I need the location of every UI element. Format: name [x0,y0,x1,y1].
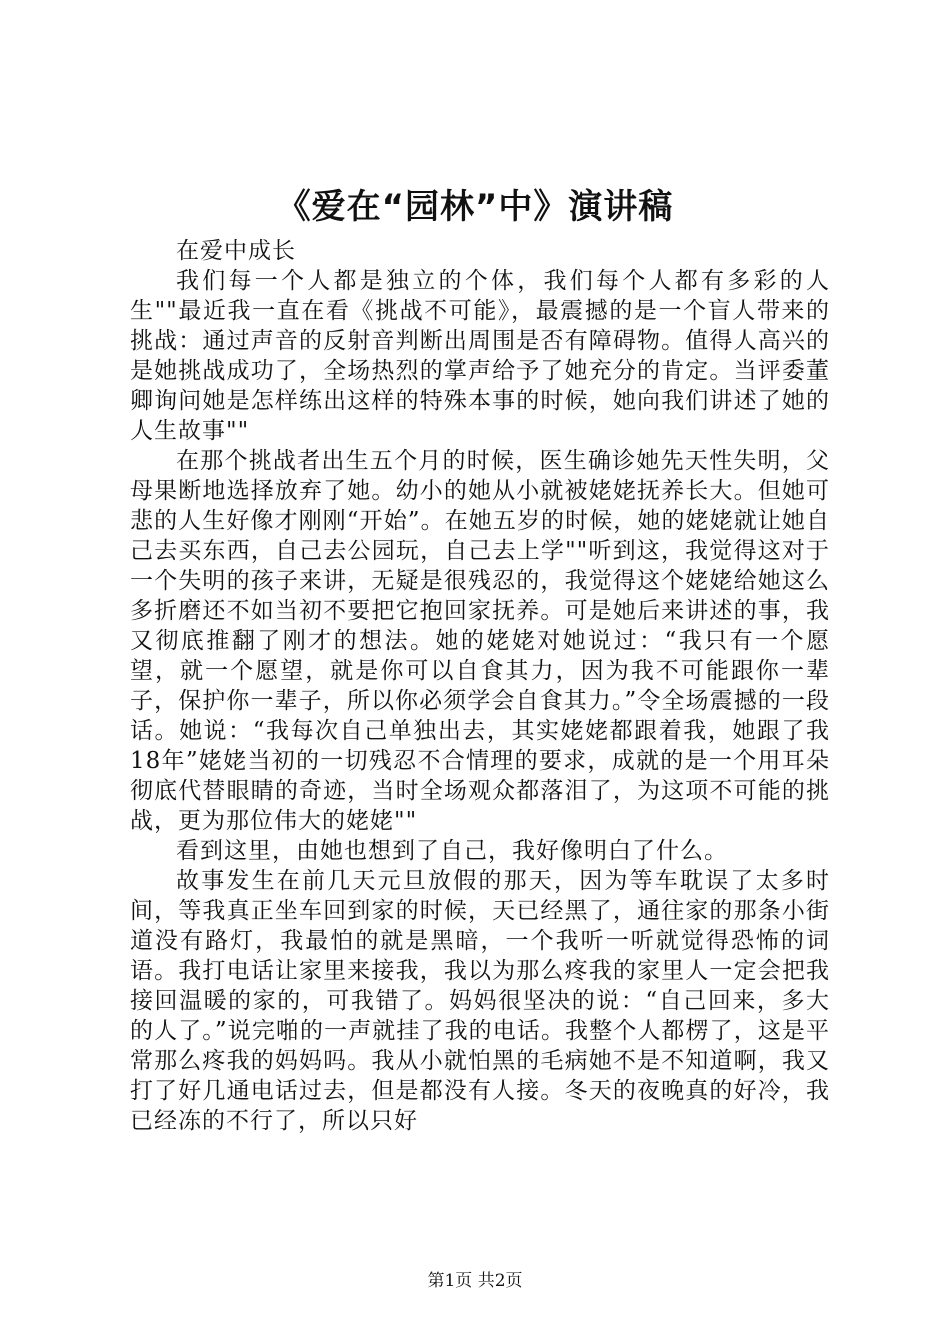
paragraph-4: 故事发生在前几天元旦放假的那天，因为等车耽误了太多时间，等我真正坐车回到家的时候，天已经黑了，通往家的那条小街道没有路灯，我最怕的就是黑暗，一个我听一听就觉得恐怖的词语。我打电话让家里来接我，我以为那么疼我的家里人一定会把我接回温暖的家的，可我错了。妈妈很坚决的说：“自己回来，多大的人了。”说完啪的一声就挂了我的电话。我整个人都楞了，这是平常那么疼我的妈妈吗。我从小就怕黑的毛病她不是不知道啊，我又打了好几通电话过去，但是都没有人接。冬天的夜晚真的好冷，我已经冻的不行了，所以只好 [130,868,830,1134]
paragraph-3: 看到这里，由她也想到了自己，我好像明白了什么。 [176,838,728,864]
document-title: 《爱在“园林”中》演讲稿 [276,187,674,227]
document-body [130,236,830,1136]
paragraph-subtitle: 在爱中成长 [176,238,296,264]
paragraph-2: 在那个挑战者出生五个月的时候，医生确诊她先天性失明，父母果断地选择放弃了她。幼小的她从小就被姥姥抚养长大。但她可悲的人生好像才刚刚“开始”。在她五岁的时候，她的姥姥就让她自己去买东西，自己去公园玩，自己去上学""听到这，我觉得这对于一个失明的孩子来讲，无疑是很残忍的，我觉得这个姥姥给她这么多折磨还不如当初不要把它抱回家抚养。可是她后来讲述的事，我又彻底推翻了刚才的想法。她的姥姥对她说过：“我只有一个愿望，就一个愿望，就是你可以自食其力，因为我不可能跟你一辈子，保护你一辈子，所以你必须学会自食其力。”令全场震撼的一段话。她说：“我每次自己单独出去，其实姥姥都跟着我，她跟了我18年”姥姥当初的一切残忍不合情理的要求，成就的是一个用耳朵彻底代替眼睛的奇迹，当时全场观众都落泪了，为这项不可能的挑战，更为那位伟大的姥姥"" [130,448,830,834]
page-number-footer: 第1页 共2页 [427,1271,523,1291]
paragraph-1: 我们每一个人都是独立的个体，我们每个人都有多彩的人生""最近我一直在看《挑战不可能》，最震撼的是一个盲人带来的挑战：通过声音的反射音判断出周围是否有障碍物。值得人高兴的是她挑战成功了，全场热烈的掌声给予了她充分的肯定。当评委董卿询问她是怎样练出这样的特殊本事的时候，她向我们讲述了她的人生故事"" [130,268,830,444]
